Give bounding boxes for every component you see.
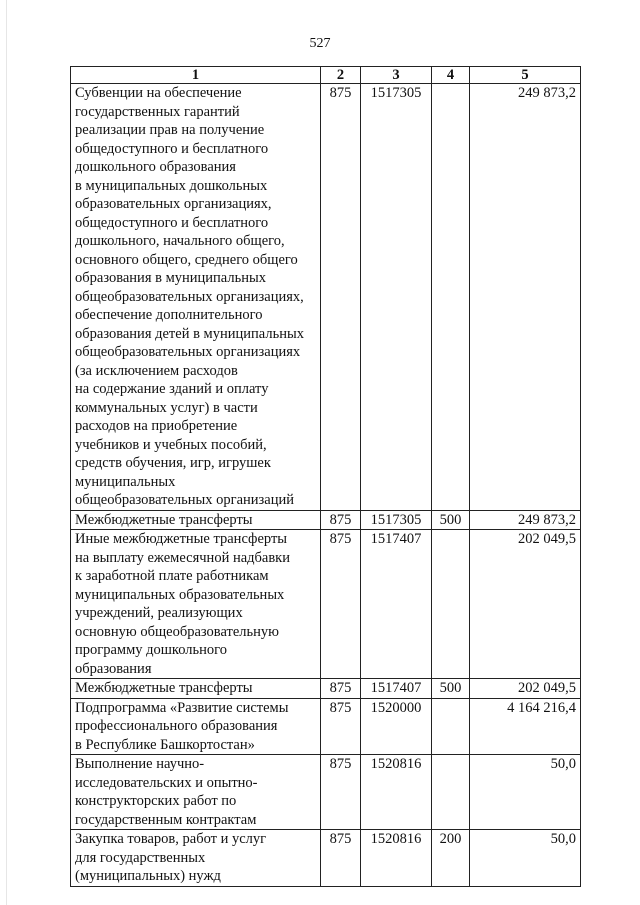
scan-margin-line	[6, 0, 7, 905]
ministry-code-cell: 875	[321, 530, 361, 679]
header-col-4: 4	[432, 67, 470, 84]
row-name-cell: Подпрограмма «Развитие системы профессионального образования в Республике Башкортостан»	[71, 698, 321, 755]
amount-cell: 202 049,5	[470, 679, 581, 699]
amount-cell: 202 049,5	[470, 530, 581, 679]
expense-type-cell	[432, 530, 470, 679]
amount-cell: 249 873,2	[470, 510, 581, 530]
header-col-3: 3	[361, 67, 432, 84]
table-row	[71, 84, 581, 511]
page-number: 527	[309, 36, 331, 51]
ministry-code-cell: 875	[321, 755, 361, 830]
expense-type-cell: 500	[432, 510, 470, 530]
table-row	[71, 755, 581, 830]
expense-type-cell	[432, 755, 470, 830]
table-row	[71, 510, 581, 530]
amount-cell: 50,0	[470, 755, 581, 830]
header-col-5: 5	[470, 67, 581, 84]
table-row	[71, 698, 581, 755]
row-name-cell: Межбюджетные трансферты	[71, 679, 321, 699]
table-row	[71, 530, 581, 679]
ministry-code-cell: 875	[321, 84, 361, 511]
row-name-cell: Субвенции на обеспечение государственных гарантий реализации прав на получение общедоступного и бесплатного дошкольного образования в муниципальных дошкольных образовательных организациях, общедоступного и бесплатного дошкольного, начального общего, основного общего, среднего общего образования в муниципальных общеобразовательных организациях, обеспечение дополнительного образования детей в муниципальных общеобразовательных организациях (за исключением расходов на содержание зданий и оплату коммунальных услуг) в части расходов на приобретение учебников и учебных пособий, средств обучения, игр, игрушек муниципальных общеобразовательных организаций	[71, 84, 321, 511]
expense-type-cell	[432, 84, 470, 511]
target-code-cell: 1520816	[361, 755, 432, 830]
row-name-cell: Межбюджетные трансферты	[71, 510, 321, 530]
table-row	[71, 679, 581, 699]
header-col-2: 2	[321, 67, 361, 84]
row-name-cell: Выполнение научно- исследовательских и опытно- конструкторских работ по государственным контрактам	[71, 755, 321, 830]
ministry-code-cell: 875	[321, 698, 361, 755]
expense-type-cell: 200	[432, 830, 470, 887]
target-code-cell: 1520816	[361, 830, 432, 887]
row-name-cell: Закупка товаров, работ и услуг для государственных (муниципальных) нужд	[71, 830, 321, 887]
table-row	[71, 830, 581, 887]
ministry-code-cell: 875	[321, 510, 361, 530]
target-code-cell: 1520000	[361, 698, 432, 755]
header-col-1: 1	[71, 67, 321, 84]
ministry-code-cell: 875	[321, 830, 361, 887]
target-code-cell: 1517407	[361, 530, 432, 679]
row-name-cell: Иные межбюджетные трансферты на выплату ежемесячной надбавки к заработной плате работникам муниципальных образовательных учреждений, реализующих основную общеобразовательную программу дошкольного образования	[71, 530, 321, 679]
target-code-cell: 1517407	[361, 679, 432, 699]
target-code-cell: 1517305	[361, 84, 432, 511]
target-code-cell: 1517305	[361, 510, 432, 530]
budget-table	[70, 66, 581, 887]
ministry-code-cell: 875	[321, 679, 361, 699]
expense-type-cell: 500	[432, 679, 470, 699]
amount-cell: 50,0	[470, 830, 581, 887]
amount-cell: 249 873,2	[470, 84, 581, 511]
amount-cell: 4 164 216,4	[470, 698, 581, 755]
expense-type-cell	[432, 698, 470, 755]
table-header-row	[71, 67, 581, 84]
